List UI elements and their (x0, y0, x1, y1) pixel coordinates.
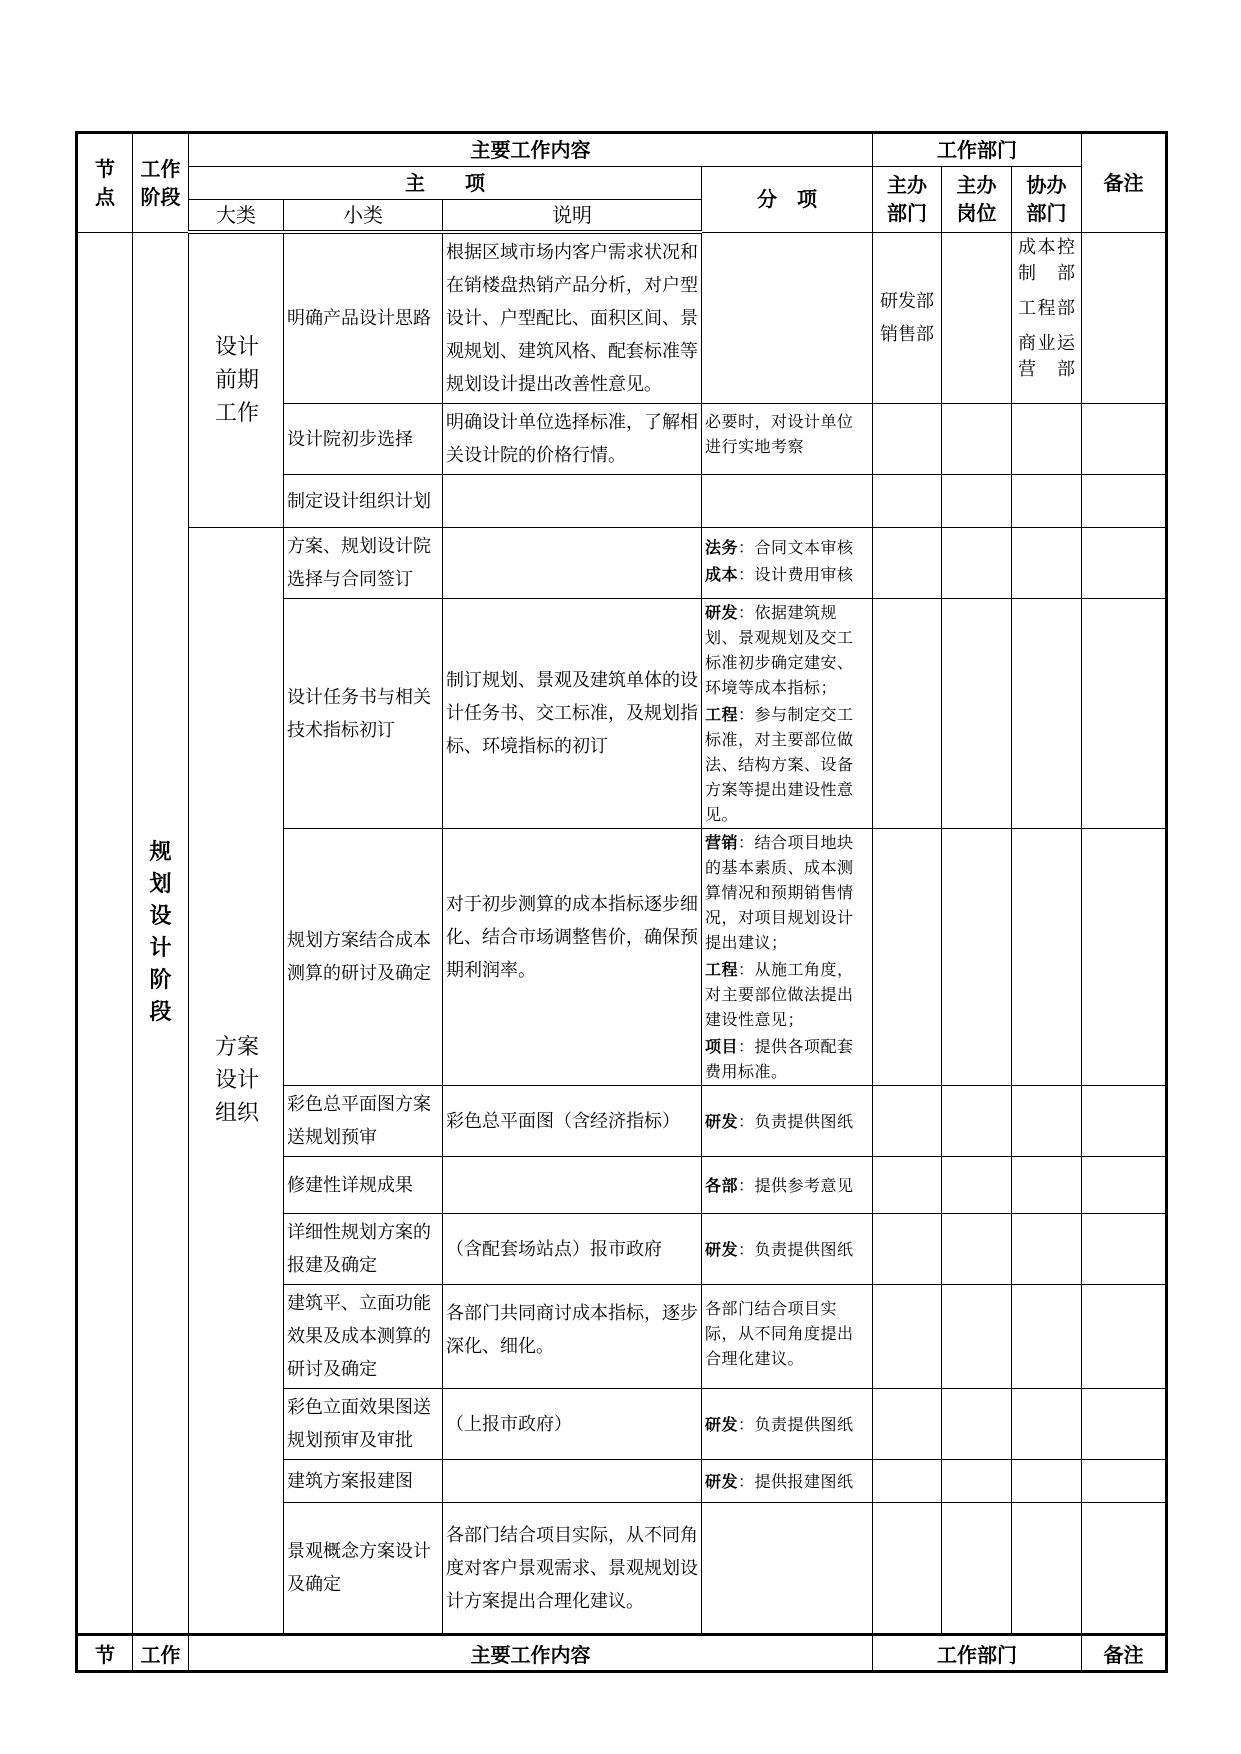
assist-dept: 成本控制部 工程部 商业运营部 (1012, 232, 1082, 404)
lead-dept (873, 1460, 942, 1503)
minor-item: 景观概念方案设计及确定 (284, 1503, 443, 1635)
work-plan-table (75, 131, 1168, 1673)
lead-post (942, 599, 1012, 829)
header-lead-dept: 主办 部门 (873, 167, 942, 233)
stage-name: 规 划 设 计 阶 段 (133, 232, 189, 1635)
lead-dept (873, 1214, 942, 1285)
lead-post (942, 1214, 1012, 1285)
header-node: 节 点 (77, 133, 133, 233)
minor-item: 建筑方案报建图 (284, 1460, 443, 1503)
header-assist-dept: 协办 部门 (1012, 167, 1082, 233)
minor-item: 修建性详规成果 (284, 1157, 443, 1214)
work-plan-table-page (75, 131, 1165, 1673)
assist-dept (1012, 404, 1082, 475)
header-lead-post: 主办 岗位 (942, 167, 1012, 233)
assist-dept (1012, 599, 1082, 829)
minor-item: 规划方案结合成本测算的研讨及确定 (284, 829, 443, 1086)
footer-node: 节 (77, 1635, 133, 1672)
remark (1082, 528, 1167, 599)
lead-post (942, 1285, 1012, 1389)
lead-dept (873, 829, 942, 1086)
explain-text: 根据区域市场内客户需求状况和在销楼盘热销产品分析，对户型设计、户型配比、面积区间、景观规划、建筑风格、配套标准等规划设计提出改善性意见。 (443, 232, 702, 404)
explain-text: 明确设计单位选择标准，了解相关设计院的价格行情。 (443, 404, 702, 475)
remark (1082, 475, 1167, 528)
lead-dept (873, 528, 942, 599)
lead-post (942, 528, 1012, 599)
lead-dept: 研发部 销售部 (873, 232, 942, 404)
lead-dept (873, 475, 942, 528)
remark (1082, 232, 1167, 404)
sub-item: 营销：结合项目地块的基本素质、成本测算情况和预期销售情况，对项目规划设计提出建议； 工程：从施工角度，对主要部位做法提出建设性意见； 项目：提供各项配套费用标准。 (702, 829, 873, 1086)
footer-main-content: 主要工作内容 (189, 1635, 873, 1672)
sub-item: 法务：合同文本审核 成本：设计费用审核 (702, 528, 873, 599)
minor-item: 明确产品设计思路 (284, 232, 443, 404)
minor-item: 设计任务书与相关技术指标初订 (284, 599, 443, 829)
sub-item: 研发：负责提供图纸 (702, 1086, 873, 1157)
lead-post (942, 232, 1012, 404)
sub-item: 研发：依据建筑规划、景观规划及交工标准初步确定建安、环境等成本指标； 工程：参与制定交工标准，对主要部位做法、结构方案、设备方案等提出建设性意见。 (702, 599, 873, 829)
lead-post (942, 1460, 1012, 1503)
header-explain: 说明 (443, 200, 702, 233)
assist-dept (1012, 1157, 1082, 1214)
header-main-content: 主要工作内容 (189, 133, 873, 167)
explain-text (443, 1460, 702, 1503)
sub-item: 各部门结合项目实际，从不同角度提出合理化建议。 (702, 1285, 873, 1389)
minor-item: 彩色立面效果图送规划预审及审批 (284, 1389, 443, 1460)
lead-dept (873, 1389, 942, 1460)
lead-post (942, 829, 1012, 1086)
sub-item: 研发：负责提供图纸 (702, 1389, 873, 1460)
node-cell (77, 232, 133, 1635)
assist-dept (1012, 829, 1082, 1086)
explain-text (443, 475, 702, 528)
explain-text: 制订规划、景观及建筑单体的设计任务书、交工标准，及规划指标、环境指标的初订 (443, 599, 702, 829)
major-category: 设计 前期 工作 (189, 232, 284, 528)
remark (1082, 599, 1167, 829)
header-remark: 备注 (1082, 133, 1167, 233)
assist-dept (1012, 1214, 1082, 1285)
assist-dept (1012, 1460, 1082, 1503)
remark (1082, 1086, 1167, 1157)
assist-dept (1012, 1086, 1082, 1157)
lead-dept (873, 1285, 942, 1389)
header-major: 大类 (189, 200, 284, 233)
lead-dept (873, 1086, 942, 1157)
footer-stage: 工作 (133, 1635, 189, 1672)
sub-item (702, 475, 873, 528)
lead-post (942, 1389, 1012, 1460)
remark (1082, 1389, 1167, 1460)
assist-dept (1012, 475, 1082, 528)
minor-item: 方案、规划设计院选择与合同签订 (284, 528, 443, 599)
header-stage: 工作 阶段 (133, 133, 189, 233)
lead-post (942, 475, 1012, 528)
minor-item: 制定设计组织计划 (284, 475, 443, 528)
sub-item (702, 232, 873, 404)
lead-dept (873, 1503, 942, 1635)
lead-dept (873, 404, 942, 475)
remark (1082, 1460, 1167, 1503)
sub-item: 各部：提供参考意见 (702, 1157, 873, 1214)
sub-item: 研发：提供报建图纸 (702, 1460, 873, 1503)
minor-item: 设计院初步选择 (284, 404, 443, 475)
lead-post (942, 404, 1012, 475)
footer-remark: 备注 (1082, 1635, 1167, 1672)
explain-text (443, 1157, 702, 1214)
assist-dept (1012, 1503, 1082, 1635)
sub-item: 研发：负责提供图纸 (702, 1214, 873, 1285)
header-minor: 小类 (284, 200, 443, 233)
explain-text (443, 528, 702, 599)
header-sub-item: 分 项 (702, 167, 873, 233)
footer-work-dept: 工作部门 (873, 1635, 1082, 1672)
header-main-item: 主 项 (189, 167, 702, 200)
explain-text: 各部门结合项目实际，从不同角度对客户景观需求、景观规划设计方案提出合理化建议。 (443, 1503, 702, 1635)
explain-text: （上报市政府） (443, 1389, 702, 1460)
lead-post (942, 1503, 1012, 1635)
assist-dept (1012, 1389, 1082, 1460)
lead-dept (873, 599, 942, 829)
lead-post (942, 1086, 1012, 1157)
remark (1082, 404, 1167, 475)
minor-item: 详细性规划方案的报建及确定 (284, 1214, 443, 1285)
remark (1082, 1214, 1167, 1285)
sub-item (702, 1503, 873, 1635)
remark (1082, 1285, 1167, 1389)
lead-dept (873, 1157, 942, 1214)
assist-dept (1012, 1285, 1082, 1389)
remark (1082, 1503, 1167, 1635)
assist-dept (1012, 528, 1082, 599)
minor-item: 彩色总平面图方案送规划预审 (284, 1086, 443, 1157)
lead-post (942, 1157, 1012, 1214)
sub-item: 必要时，对设计单位进行实地考察 (702, 404, 873, 475)
header-work-dept: 工作部门 (873, 133, 1082, 167)
explain-text: 彩色总平面图（含经济指标） (443, 1086, 702, 1157)
explain-text: 各部门共同商讨成本指标，逐步深化、细化。 (443, 1285, 702, 1389)
remark (1082, 829, 1167, 1086)
major-category: 方案 设计 组织 (189, 528, 284, 1635)
remark (1082, 1157, 1167, 1214)
explain-text: 对于初步测算的成本指标逐步细化、结合市场调整售价，确保预期利润率。 (443, 829, 702, 1086)
minor-item: 建筑平、立面功能效果及成本测算的研讨及确定 (284, 1285, 443, 1389)
explain-text: （含配套场站点）报市政府 (443, 1214, 702, 1285)
